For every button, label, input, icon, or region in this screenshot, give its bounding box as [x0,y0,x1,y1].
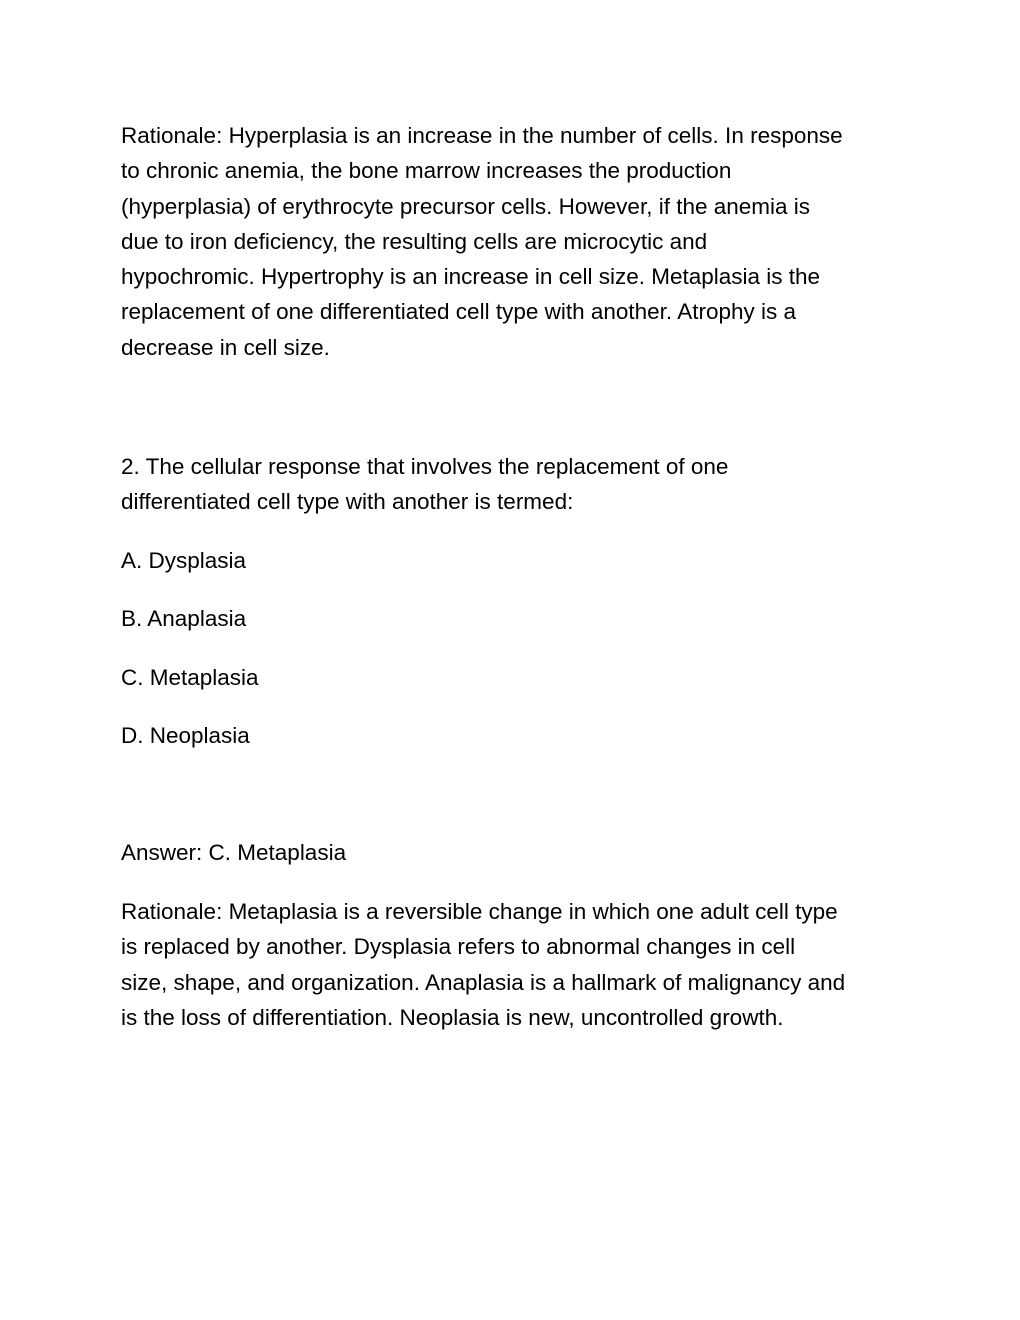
option-a: A. Dysplasia [121,548,247,573]
previous-rationale: Rationale: Hyperplasia is an increase in the number of cells. In response to chronic anemia, the bone marrow increases the production (hyperplasia) of erythrocyte precursor cells. However, if the anemia is due to iron deficiency, the resulting cells are microcytic and hypochromic. Hypertrophy is an increase in cell size. Metaplasia is the replacement of one differentiated cell type with another. Atrophy is a decrease in cell size. [121,123,843,360]
question-stem: 2. The cellular response that involves the replacement of one differentiated cell type with another is termed: [121,454,729,515]
option-b: B. Anaplasia [121,606,247,631]
answer-rationale: Rationale: Metaplasia is a reversible change in which one adult cell type is replaced by another. Dysplasia refers to abnormal changes in cell size, shape, and organization. Anaplasia is a hallmark of malignancy and is the loss of differentiation. Neoplasia is new, uncontrolled growth. [121,899,846,1030]
option-c: C. Metaplasia [121,665,259,690]
option-d: D. Neoplasia [121,723,250,748]
answer-line: Answer: C. Metaplasia [121,840,347,865]
